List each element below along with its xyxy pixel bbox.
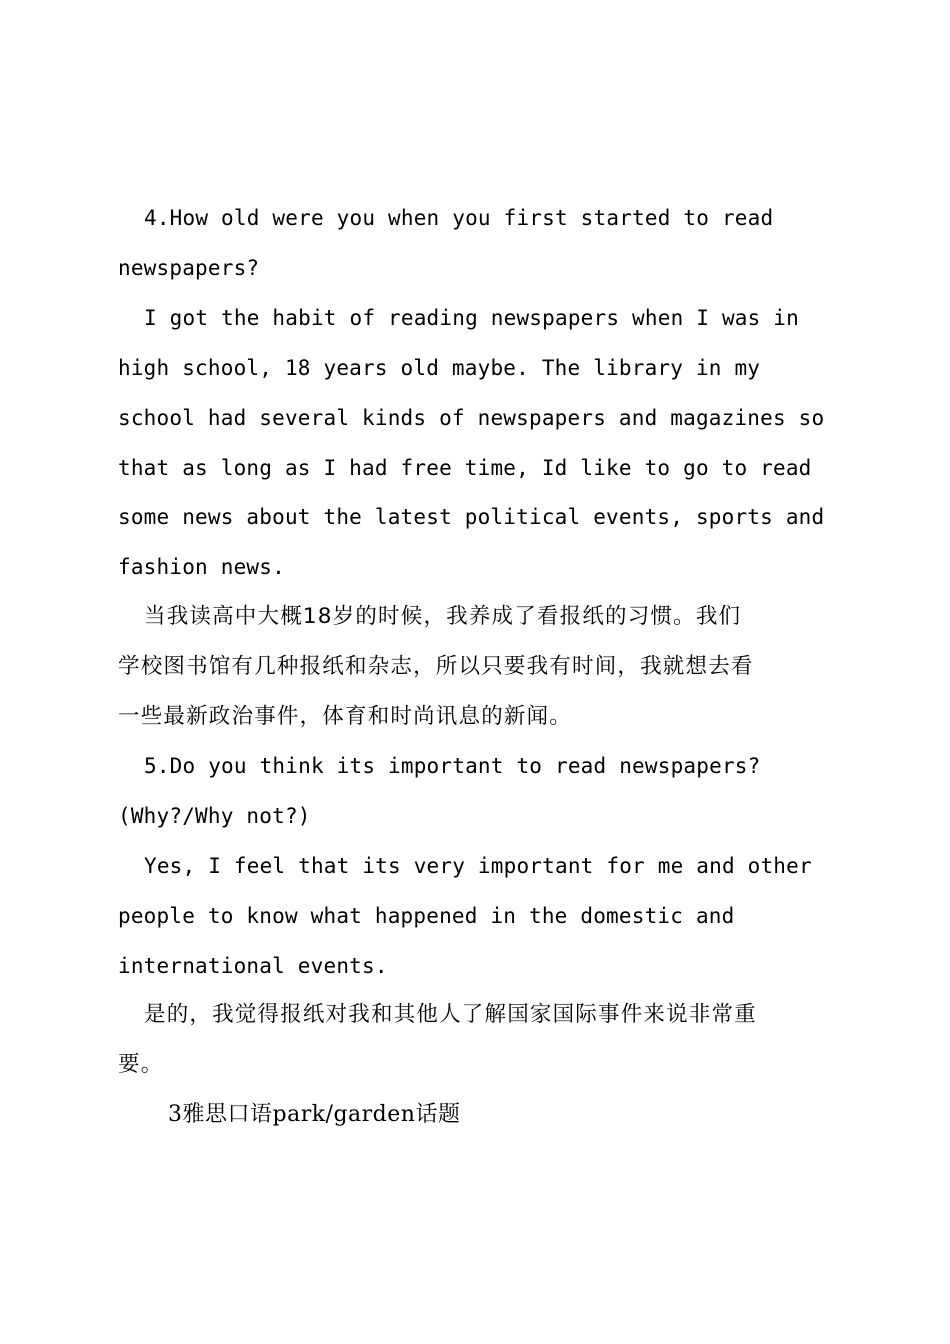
answer-5-en-line: people to know what happened in the domestic and <box>118 904 735 928</box>
answer-4-cn-line: 学校图书馆有几种报纸和杂志，所以只要我有时间，我就想去看 <box>118 654 754 679</box>
answer-5-en-line: international events. <box>118 954 388 978</box>
answer-4-en-line: that as long as I had free time, Id like to go to read <box>118 456 812 480</box>
answer-5-cn-line: 要。 <box>118 1052 164 1077</box>
answer-4-en-line: high school, 18 years old maybe. The library in my <box>118 356 761 380</box>
question-4-line-2: newspapers? <box>118 256 260 280</box>
answer-4-en-line: fashion news. <box>118 555 285 579</box>
section-heading: 3雅思口语park/garden话题 <box>168 1102 461 1127</box>
answer-4-en-line: I got the habit of reading newspapers when I was in <box>144 306 799 330</box>
question-4-line-1: 4.How old were you when you first started to read <box>144 206 774 230</box>
answer-4-en-line: school had several kinds of newspapers and magazines so <box>118 406 825 430</box>
answer-4-cn-line: 当我读高中大概18岁的时候，我养成了看报纸的习惯。我们 <box>144 604 742 629</box>
answer-4-cn-line: 一些最新政治事件，体育和时尚讯息的新闻。 <box>118 704 573 729</box>
answer-5-en-line: Yes, I feel that its very important for me and other <box>144 854 812 878</box>
answer-5-cn-line: 是的，我觉得报纸对我和其他人了解国家国际事件来说非常重 <box>144 1002 757 1027</box>
question-5-line-2: (Why?/Why not?) <box>118 804 311 828</box>
answer-4-en-line: some news about the latest political events, sports and <box>118 505 825 529</box>
question-5-line-1: 5.Do you think its important to read newspapers? <box>144 754 761 778</box>
